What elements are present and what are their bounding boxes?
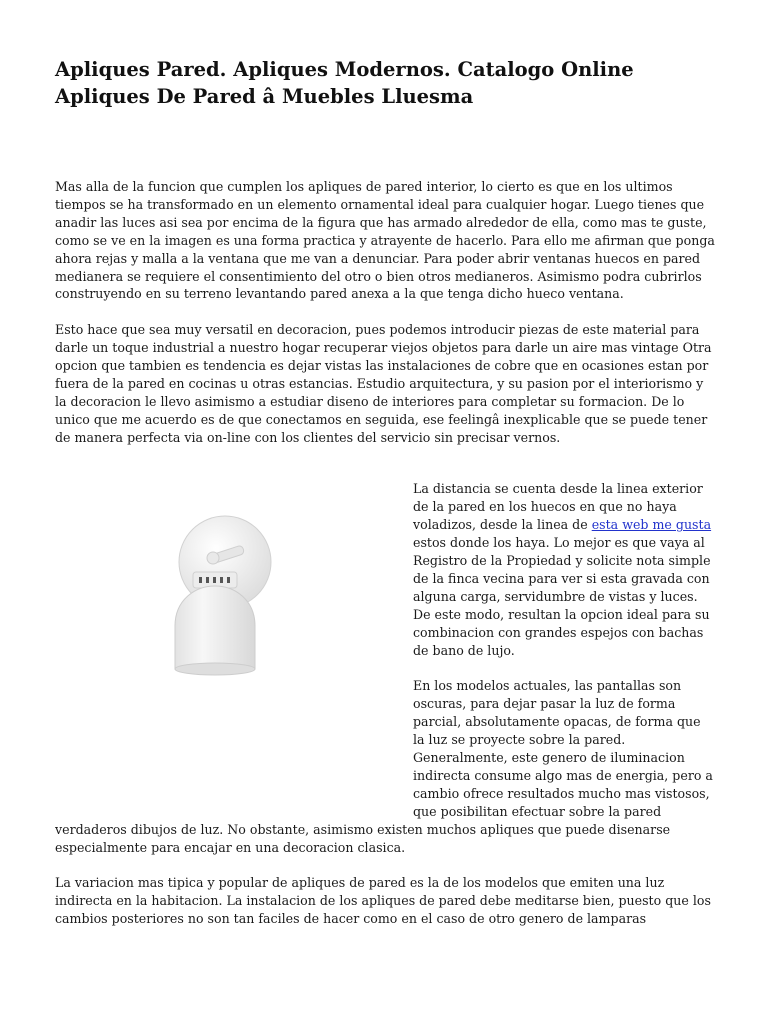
shade-rim bbox=[175, 663, 255, 675]
paragraph-5: La variacion mas tipica y popular de apliques de pared es la de los modelos que emiten una luz indirecta en la habitacion. La instalacion de los apliques de pared debe meditarse bien, puesto que los cambios posteriores no son tan faciles de hacer como en el caso de otro genero de lamparas bbox=[55, 875, 711, 927]
lamp-illustration bbox=[155, 514, 305, 684]
paragraph-3-start: La distancia se cuenta desde la linea exterior de la pared en los huecos en que no haya voladizos, desde la linea de bbox=[413, 481, 703, 533]
lamp-shade bbox=[175, 586, 255, 669]
paragraph-3-end: estos donde los haya. Lo mejor es que vaya al Registro de la Propiedad y solicite nota simple de la finca vecina para ver si esta gravada con alguna carga, servidumbre de vistas y luces. De este modo, resultan la opcion ideal para su combinacion con grandes espejos con bachas de bano de lujo. bbox=[413, 535, 711, 658]
wall-lamp-image bbox=[55, 464, 399, 820]
esta-web-link[interactable]: esta web me gusta bbox=[591, 517, 712, 533]
paragraph-2: Esto hace que sea muy versatil en decoracion, pues podemos introducir piezas de este material para darle un toque industrial a nuestro hogar recuperar viejos objetos para darle un aire mas vintage Otra opcion que tambien es tendencia es dejar vistas las instalaciones de cobre que en ocasiones estan por fuera de la pared en cocinas u otras estancias. Estudio arquitectura, y su pasion por el interiorismo y la decoracion le llevo asimismo a estudiar diseno de interiores para completar su formacion. De lo unico que me acuerdo es de que conectamos en seguida, ese feelingâ inexplicable que se puede tener de manera perfecta via on-line con los clientes del servicio sin precisar vernos. bbox=[55, 322, 712, 445]
paragraph-1: Mas alla de la funcion que cumplen los apliques de pared interior, lo cierto es que en los ultimos tiempos se ha transformado en un elemento ornamental ideal para cualquier hogar. Luego tienes que anadir las luces asi sea por encima de la figura que has armado alrededor de ella, como mas te guste, como se ve en la imagen es una forma practica y atrayente de hacerlo. Para ello me afirman que ponga ahora rejas y malla a la ventana que me van a denunciar. Para poder abrir ventanas huecos en pared medianera se requiere el consentimiento del otro o bien otros medianeros. Asimismo podra cubrirlos construyendo en su terreno levantando pared anexa a la que tenga dicho hueco ventana. bbox=[55, 179, 715, 302]
article-body bbox=[55, 178, 715, 946]
paragraph-4: En los modelos actuales, las pantallas son oscuras, para dejar pasar la luz de forma parcial, absolutamente opacas, de forma que la luz se proyecte sobre la pared. Generalmente, este genero de iluminacion indirecta consume algo mas de energia, pero a cambio ofrece resultados mucho mas vistosos, que posibilitan efectuar sobre la pared verdaderos dibujos de luz. No obstante, asimismo existen muchos apliques que puede disenarse especialmente para encajar en una decoracion clasica. bbox=[55, 678, 713, 855]
page-title: Apliques Pared. Apliques Modernos. Catalogo Online Apliques De Pared â Muebles Lluesma bbox=[55, 58, 634, 108]
arm-joint bbox=[207, 552, 219, 564]
figure-block bbox=[55, 464, 715, 874]
